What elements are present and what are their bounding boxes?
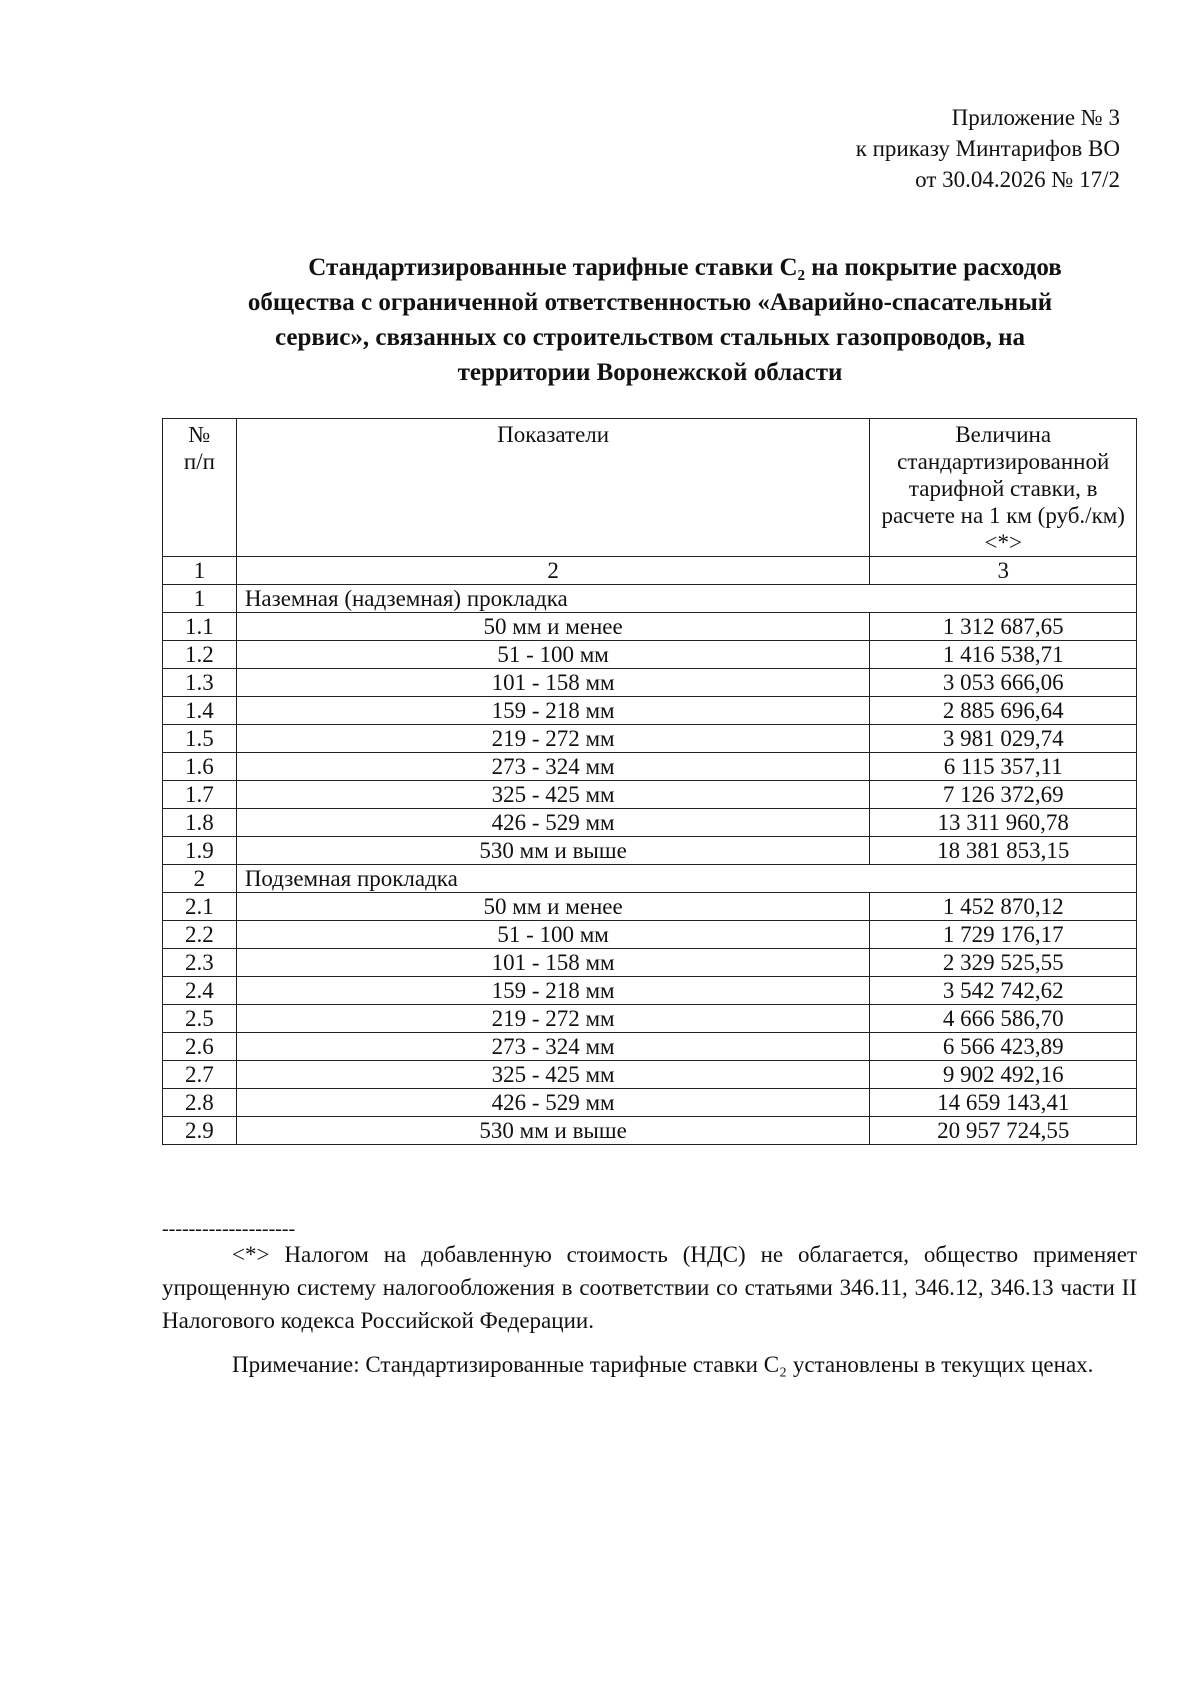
note-text: Примечание: Стандартизированные тарифные ставки С₂ установлены в текущих ценах. bbox=[232, 1352, 1094, 1377]
row-number: 2.1 bbox=[163, 893, 237, 921]
row-number: 2.8 bbox=[163, 1089, 237, 1117]
row-value: 7 126 372,69 bbox=[870, 781, 1137, 809]
header-value-line-2: стандартизированной bbox=[897, 449, 1110, 474]
row-indicator: 51 - 100 мм bbox=[236, 641, 870, 669]
row-value: 20 957 724,55 bbox=[870, 1117, 1137, 1145]
table-row bbox=[163, 1117, 1137, 1145]
row-number: 1.6 bbox=[163, 753, 237, 781]
row-number: 2.6 bbox=[163, 1033, 237, 1061]
row-indicator: 426 - 529 мм bbox=[236, 809, 870, 837]
footnote-separator: -------------------- bbox=[162, 1218, 296, 1240]
column-number-2: 2 bbox=[236, 557, 870, 585]
row-value: 3 542 742,62 bbox=[870, 977, 1137, 1005]
appendix-number: Приложение № 3 bbox=[951, 105, 1120, 130]
header-value bbox=[870, 419, 1137, 557]
footnote-text: <*> Налогом на добавленную стоимость (НДС) не облагается, общество применяет упрощенную систему налогообложения в соответствии со статьями 346.11, 346.12, 346.13 части II Налогового кодекса Российской Федерации. bbox=[162, 1242, 1137, 1333]
row-indicator: 101 - 158 мм bbox=[236, 949, 870, 977]
row-indicator: 50 мм и менее bbox=[236, 893, 870, 921]
row-indicator: 325 - 425 мм bbox=[236, 1061, 870, 1089]
row-value: 4 666 586,70 bbox=[870, 1005, 1137, 1033]
table-row bbox=[163, 641, 1137, 669]
table-row bbox=[163, 697, 1137, 725]
row-indicator: 273 - 324 мм bbox=[236, 753, 870, 781]
footnote bbox=[162, 1238, 1137, 1337]
row-value: 1 729 176,17 bbox=[870, 921, 1137, 949]
table-body bbox=[163, 585, 1137, 1145]
row-number: 2.7 bbox=[163, 1061, 237, 1089]
row-indicator: 530 мм и выше bbox=[236, 837, 870, 865]
row-value: 2 329 525,55 bbox=[870, 949, 1137, 977]
header-indicators: Показатели bbox=[236, 419, 870, 557]
table-row bbox=[163, 669, 1137, 697]
row-indicator: 325 - 425 мм bbox=[236, 781, 870, 809]
section-number: 2 bbox=[163, 865, 237, 893]
row-number: 2.5 bbox=[163, 1005, 237, 1033]
row-value: 3 053 666,06 bbox=[870, 669, 1137, 697]
title-line-1: Стандартизированные тарифные ставки С₂ на покрытие расходов bbox=[308, 254, 1062, 281]
table-row bbox=[163, 809, 1137, 837]
section-row bbox=[163, 865, 1137, 893]
row-number: 2.3 bbox=[163, 949, 237, 977]
table-row bbox=[163, 977, 1137, 1005]
row-indicator: 159 - 218 мм bbox=[236, 977, 870, 1005]
row-indicator: 101 - 158 мм bbox=[236, 669, 870, 697]
header-num-abbr: п/п bbox=[183, 449, 215, 474]
table-row bbox=[163, 725, 1137, 753]
row-indicator: 530 мм и выше bbox=[236, 1117, 870, 1145]
table-row bbox=[163, 1033, 1137, 1061]
row-value: 1 416 538,71 bbox=[870, 641, 1137, 669]
column-number-3: 3 bbox=[870, 557, 1137, 585]
title-line-3: сервис», связанных со строительством стальных газопроводов, на bbox=[274, 324, 1026, 351]
table-row bbox=[163, 949, 1137, 977]
row-number: 1.7 bbox=[163, 781, 237, 809]
row-number: 1.9 bbox=[163, 837, 237, 865]
row-number: 2.2 bbox=[163, 921, 237, 949]
row-number: 1.8 bbox=[163, 809, 237, 837]
table-row bbox=[163, 781, 1137, 809]
row-number: 1.4 bbox=[163, 697, 237, 725]
section-name: Подземная прокладка bbox=[236, 865, 1136, 893]
tariff-table bbox=[162, 418, 1137, 1145]
appendix-date: от 30.04.2026 № 17/2 bbox=[915, 167, 1120, 192]
document-title bbox=[160, 250, 1140, 390]
row-value: 1 452 870,12 bbox=[870, 893, 1137, 921]
table-row bbox=[163, 1061, 1137, 1089]
title-line-2: общества с ограниченной ответственностью «Аварийно-спасательный bbox=[247, 289, 1053, 316]
row-indicator: 273 - 324 мм bbox=[236, 1033, 870, 1061]
table-row bbox=[163, 753, 1137, 781]
table-row bbox=[163, 1089, 1137, 1117]
row-indicator: 50 мм и менее bbox=[236, 613, 870, 641]
row-value: 18 381 853,15 bbox=[870, 837, 1137, 865]
row-value: 14 659 143,41 bbox=[870, 1089, 1137, 1117]
row-number: 2.4 bbox=[163, 977, 237, 1005]
row-indicator: 51 - 100 мм bbox=[236, 921, 870, 949]
row-value: 1 312 687,65 bbox=[870, 613, 1137, 641]
table-header-row bbox=[163, 419, 1137, 557]
header-num bbox=[163, 419, 237, 557]
header-value-line-3: тарифной ставки, в bbox=[908, 476, 1098, 501]
column-number-1: 1 bbox=[163, 557, 237, 585]
row-number: 1.2 bbox=[163, 641, 237, 669]
row-number: 1.5 bbox=[163, 725, 237, 753]
table-row bbox=[163, 837, 1137, 865]
row-indicator: 219 - 272 мм bbox=[236, 725, 870, 753]
table-row bbox=[163, 613, 1137, 641]
section-name: Наземная (надземная) прокладка bbox=[236, 585, 1136, 613]
row-value: 2 885 696,64 bbox=[870, 697, 1137, 725]
column-numbering-row bbox=[163, 557, 1137, 585]
section-number: 1 bbox=[163, 585, 237, 613]
row-number: 1.3 bbox=[163, 669, 237, 697]
row-value: 6 566 423,89 bbox=[870, 1033, 1137, 1061]
appendix-order: к приказу Минтарифов ВО bbox=[855, 136, 1120, 161]
header-num-symbol: № bbox=[188, 422, 211, 447]
header-value-footnote-mark: <*> bbox=[984, 530, 1022, 555]
row-indicator: 426 - 529 мм bbox=[236, 1089, 870, 1117]
title-line-4: территории Воронежской области bbox=[457, 359, 843, 386]
header-value-line-1: Величина bbox=[955, 422, 1052, 447]
row-value: 6 115 357,11 bbox=[870, 753, 1137, 781]
row-number: 1.1 bbox=[163, 613, 237, 641]
table-row bbox=[163, 921, 1137, 949]
table-row bbox=[163, 1005, 1137, 1033]
row-value: 13 311 960,78 bbox=[870, 809, 1137, 837]
row-indicator: 219 - 272 мм bbox=[236, 1005, 870, 1033]
header-value-line-4: расчете на 1 км (руб./км) bbox=[881, 503, 1125, 528]
section-row bbox=[163, 585, 1137, 613]
appendix-header bbox=[856, 102, 1120, 195]
row-value: 9 902 492,16 bbox=[870, 1061, 1137, 1089]
table-row bbox=[163, 893, 1137, 921]
row-indicator: 159 - 218 мм bbox=[236, 697, 870, 725]
row-number: 2.9 bbox=[163, 1117, 237, 1145]
row-value: 3 981 029,74 bbox=[870, 725, 1137, 753]
